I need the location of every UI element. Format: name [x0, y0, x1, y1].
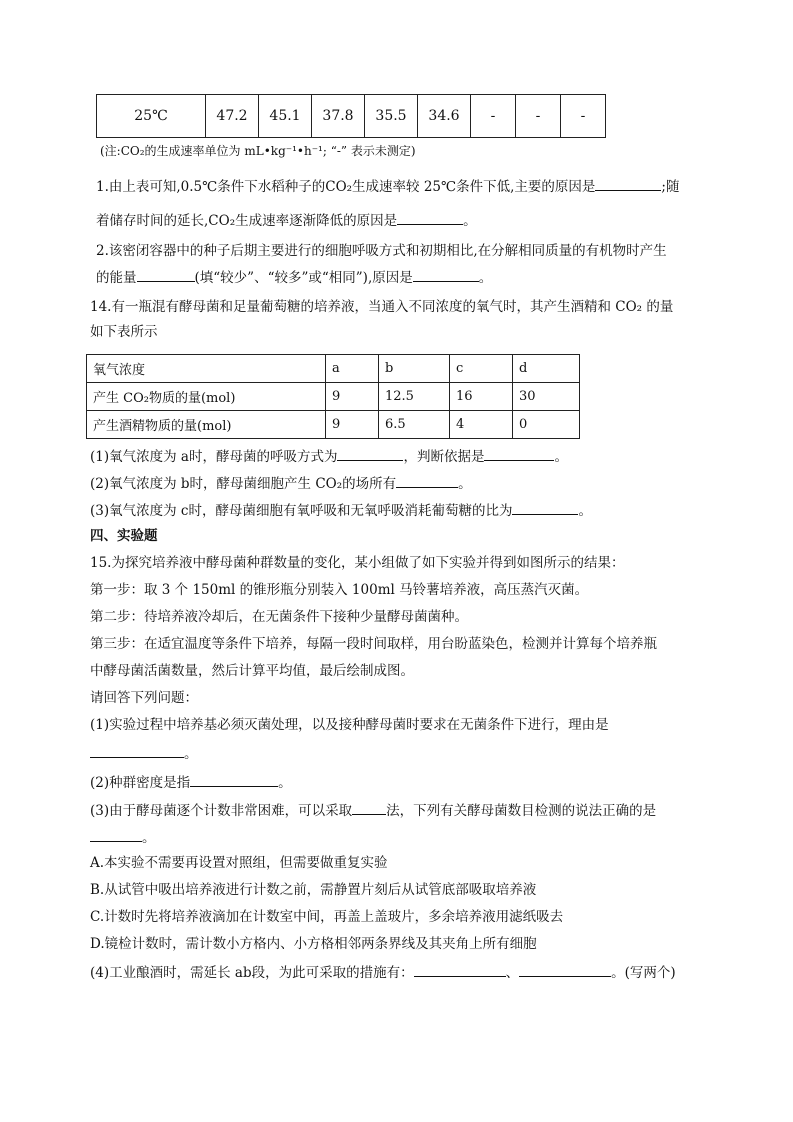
table-cell: 35.5 [365, 95, 418, 138]
answer-blank[interactable] [190, 772, 278, 787]
question-text: (1)氧气浓度为 a时，酵母菌的呼吸方式为 [90, 449, 338, 465]
question-15-step-1: 第一步：取 3 个 150ml 的锥形瓶分别装入 100ml 马铃薯培养液，高压蒸汽灭菌。 [90, 582, 589, 598]
question-14-line-1: 14.有一瓶混有酵母菌和足量葡萄糖的培养液，当通入不同浓度的氧气时，其产生酒精和 CO₂ 的量 [90, 299, 674, 315]
table-header-cell: 氧气浓度 [87, 355, 326, 383]
question-text: (3)由于酵母菌逐个计数非常困难，可以采取 [90, 803, 353, 819]
answer-blank[interactable] [595, 176, 661, 191]
question-1-line-1 [96, 176, 679, 196]
question-14-3 [90, 500, 592, 520]
answer-blank[interactable] [137, 267, 195, 282]
table-header-cell: c [450, 355, 513, 383]
question-14-2 [90, 473, 472, 493]
answer-blank[interactable] [484, 446, 554, 461]
table-cell: 30 [513, 383, 580, 411]
question-text: ，判断依据是 [403, 449, 485, 465]
question-text: 。 [458, 476, 472, 492]
answer-blank[interactable] [337, 446, 403, 461]
table-cell: 47.2 [206, 95, 259, 138]
question-text: 。 [478, 270, 493, 286]
table-cell: 12.5 [379, 383, 450, 411]
table-cell: 9 [326, 411, 379, 439]
answer-blank[interactable] [90, 827, 142, 842]
table-cell: 6.5 [379, 411, 450, 439]
table-cell: 0 [513, 411, 580, 439]
question-15-intro: 15.为探究培养液中酵母菌种群数量的变化，某小组做了如下实验并得到如图所示的结果： [90, 555, 625, 571]
question-14-1 [90, 446, 568, 466]
question-15-step-2: 第二步：待培养液冷却后，在无菌条件下接种少量酵母菌菌种。 [90, 609, 468, 625]
storage-rate-table [96, 94, 606, 138]
question-15-1: (1)实验过程中培养基必须灭菌处理，以及接种酵母菌时要求在无菌条件下进行，理由是 [90, 717, 609, 733]
table-cell: 45.1 [259, 95, 312, 138]
question-2-line-2 [96, 267, 492, 287]
question-text: 的能量 [96, 270, 137, 286]
question-text: (2)种群密度是指 [90, 775, 191, 791]
answer-blank[interactable] [90, 743, 184, 758]
table-row [87, 383, 580, 411]
question-15-1-answer [90, 743, 198, 763]
question-15-step-3-a: 第三步：在适宜温度等条件下培养，每隔一段时间取样，用台盼蓝染色，检测并计算每个培养瓶 [90, 636, 657, 652]
table-cell: 产生酒精物质的量(mol) [87, 411, 326, 439]
question-2-line-1: 2.该密闭容器中的种子后期主要进行的细胞呼吸方式和初期相比,在分解相同质量的有机物时产生 [96, 243, 667, 259]
question-1-line-2 [96, 210, 477, 230]
table-cell: 34.6 [418, 95, 471, 138]
question-15-3-answer [90, 827, 156, 847]
question-15-step-3-b: 中酵母菌活菌数量，然后计算平均值，最后绘制成图。 [90, 663, 414, 679]
table-header-cell: b [379, 355, 450, 383]
question-text: 着储存时间的延长,CO₂生成速率逐渐降低的原因是 [96, 213, 398, 229]
answer-blank[interactable] [397, 210, 463, 225]
option-d: D.镜检计数时，需计数小方格内、小方格相邻两条界线及其夹角上所有细胞 [90, 936, 537, 952]
question-15-4 [90, 962, 676, 982]
table-cell: 37.8 [312, 95, 365, 138]
question-15-3 [90, 800, 656, 820]
answer-blank[interactable] [512, 500, 578, 515]
table-cell: - [471, 95, 516, 138]
question-text: 。 [554, 449, 568, 465]
question-text: 1.由上表可知,0.5℃条件下水稻种子的CO₂生成速率较 25℃条件下低,主要的原因是 [96, 179, 596, 195]
table-row [87, 411, 580, 439]
question-15-ask: 请回答下列问题： [90, 690, 198, 706]
table-row [87, 355, 580, 383]
question-text: (填“较少”、“较多”或“相同”),原因是 [194, 270, 413, 286]
question-text: 。 [578, 503, 592, 519]
section-heading: 四、实验题 [90, 528, 158, 544]
question-text: 。 [278, 775, 292, 791]
question-14-line-2: 如下表所示 [90, 324, 158, 340]
question-text: (4)工业酿酒时，需延长 ab段，为此可采取的措施有： [90, 965, 414, 981]
question-text: 。(写两个) [611, 965, 676, 981]
answer-blank[interactable] [519, 962, 611, 977]
table-cell: 4 [450, 411, 513, 439]
question-15-2 [90, 772, 292, 792]
question-text: 。 [184, 746, 198, 762]
answer-blank[interactable] [396, 473, 458, 488]
question-text: 。 [463, 213, 477, 229]
table-cell: 产生 CO₂物质的量(mol) [87, 383, 326, 411]
table-cell: 9 [326, 383, 379, 411]
table-header-cell: d [513, 355, 580, 383]
answer-blank[interactable] [414, 962, 506, 977]
question-text: (3)氧气浓度为 c时，酵母菌细胞有氧呼吸和无氧呼吸消耗葡萄糖的比为 [90, 503, 513, 519]
table-cell: 25℃ [97, 95, 206, 138]
answer-blank[interactable] [413, 267, 479, 282]
table-note: (注:CO₂的生成速率单位为 mL•kg⁻¹•h⁻¹; “-” 表示未测定) [100, 144, 416, 158]
question-text: (2)氧气浓度为 b时，酵母菌细胞产生 CO₂的场所有 [90, 476, 397, 492]
question-text: 法，下列有关酵母菌数目检测的说法正确的是 [386, 803, 657, 819]
question-text: ;随 [661, 179, 680, 195]
option-c: C.计数时先将培养液滴加在计数室中间，再盖上盖玻片，多余培养液用滤纸吸去 [90, 909, 564, 925]
question-text: 、 [505, 965, 520, 981]
oxygen-table [86, 354, 580, 439]
answer-blank[interactable] [352, 800, 386, 815]
option-b: B.从试管中吸出培养液进行计数之前，需静置片刻后从试管底部吸取培养液 [90, 882, 537, 898]
table-header-cell: a [326, 355, 379, 383]
table-cell: - [561, 95, 606, 138]
table-cell: 16 [450, 383, 513, 411]
option-a: A.本实验不需要再设置对照组，但需要做重复实验 [90, 855, 388, 871]
table-row [97, 95, 606, 138]
table-cell: - [516, 95, 561, 138]
question-text: 。 [142, 830, 156, 846]
